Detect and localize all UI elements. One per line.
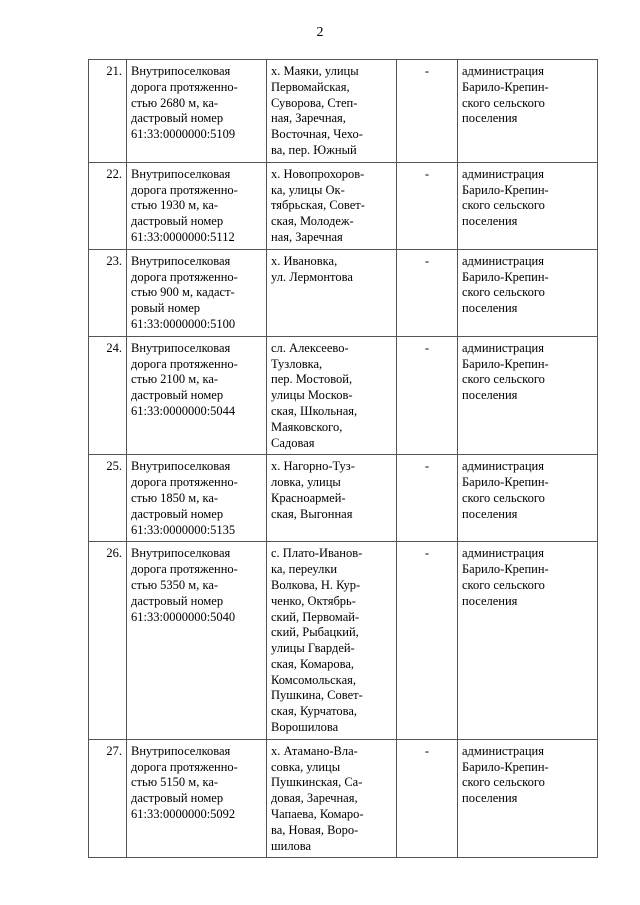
road-location: х. Атамано-Вла- совка, улицы Пушкинская, Са- довая, Заречная, Чапаева, Комаро- ва, Новая, Воро- шилова [267, 739, 397, 858]
roads-table [88, 59, 598, 858]
table-row [89, 336, 598, 455]
row-number: 21. [89, 60, 127, 163]
owner: администрация Барило-Крепин- ского сельского поселения [458, 249, 598, 336]
row-number: 22. [89, 162, 127, 249]
empty-value: - [397, 60, 458, 163]
road-description: Внутрипоселковая дорога протяженно- стью 2680 м, ка- дастровый номер 61:33:0000000:5109 [127, 60, 267, 163]
road-description: Внутрипоселковая дорога протяженно- стью 2100 м, ка- дастровый номер 61:33:0000000:5044 [127, 336, 267, 455]
empty-value: - [397, 249, 458, 336]
table-row [89, 60, 598, 163]
owner: администрация Барило-Крепин- ского сельского поселения [458, 60, 598, 163]
table-row [89, 739, 598, 858]
owner: администрация Барило-Крепин- ского сельского поселения [458, 542, 598, 740]
empty-value: - [397, 162, 458, 249]
road-description: Внутрипоселковая дорога протяженно- стью 900 м, кадаст- ровый номер 61:33:0000000:5100 [127, 249, 267, 336]
empty-value: - [397, 739, 458, 858]
empty-value: - [397, 455, 458, 542]
road-description: Внутрипоселковая дорога протяженно- стью 1850 м, ка- дастровый номер 61:33:0000000:5135 [127, 455, 267, 542]
table-row [89, 249, 598, 336]
road-description: Внутрипоселковая дорога протяженно- стью 1930 м, ка- дастровый номер 61:33:0000000:5112 [127, 162, 267, 249]
owner: администрация Барило-Крепин- ского сельского поселения [458, 336, 598, 455]
road-description: Внутрипоселковая дорога протяженно- стью 5350 м, ка- дастровый номер 61:33:0000000:5040 [127, 542, 267, 740]
road-location: х. Новопрохоров- ка, улицы Ок- тябрьская, Совет- ская, Молодеж- ная, Заречная [267, 162, 397, 249]
row-number: 25. [89, 455, 127, 542]
owner: администрация Барило-Крепин- ского сельского поселения [458, 162, 598, 249]
row-number: 24. [89, 336, 127, 455]
table-row [89, 455, 598, 542]
road-location: сл. Алексеево- Тузловка, пер. Мостовой, улицы Москов- ская, Школьная, Маяковского, Садовая [267, 336, 397, 455]
page-number: 2 [316, 25, 324, 40]
owner: администрация Барило-Крепин- ского сельского поселения [458, 739, 598, 858]
row-number: 27. [89, 739, 127, 858]
road-location: х. Маяки, улицы Первомайская, Суворова, Степ- ная, Заречная, Восточная, Чехо- ва, пер. Южный [267, 60, 397, 163]
owner: администрация Барило-Крепин- ского сельского поселения [458, 455, 598, 542]
empty-value: - [397, 542, 458, 740]
road-location: х. Ивановка, ул. Лермонтова [267, 249, 397, 336]
table-row [89, 162, 598, 249]
roads-table-body [89, 60, 598, 858]
road-description: Внутрипоселковая дорога протяженно- стью 5150 м, ка- дастровый номер 61:33:0000000:5092 [127, 739, 267, 858]
table-row [89, 542, 598, 740]
row-number: 23. [89, 249, 127, 336]
empty-value: - [397, 336, 458, 455]
row-number: 26. [89, 542, 127, 740]
road-location: х. Нагорно-Туз- ловка, улицы Красноармей- ская, Выгонная [267, 455, 397, 542]
road-location: с. Плато-Иванов- ка, переулки Волкова, Н. Кур- ченко, Октябрь- ский, Первомай- ский, Рыбацкий, улицы Гвардей- ская, Комарова, Комсомольская, Пушкина, Совет- ская, Курчатова, Ворошилова [267, 542, 397, 740]
